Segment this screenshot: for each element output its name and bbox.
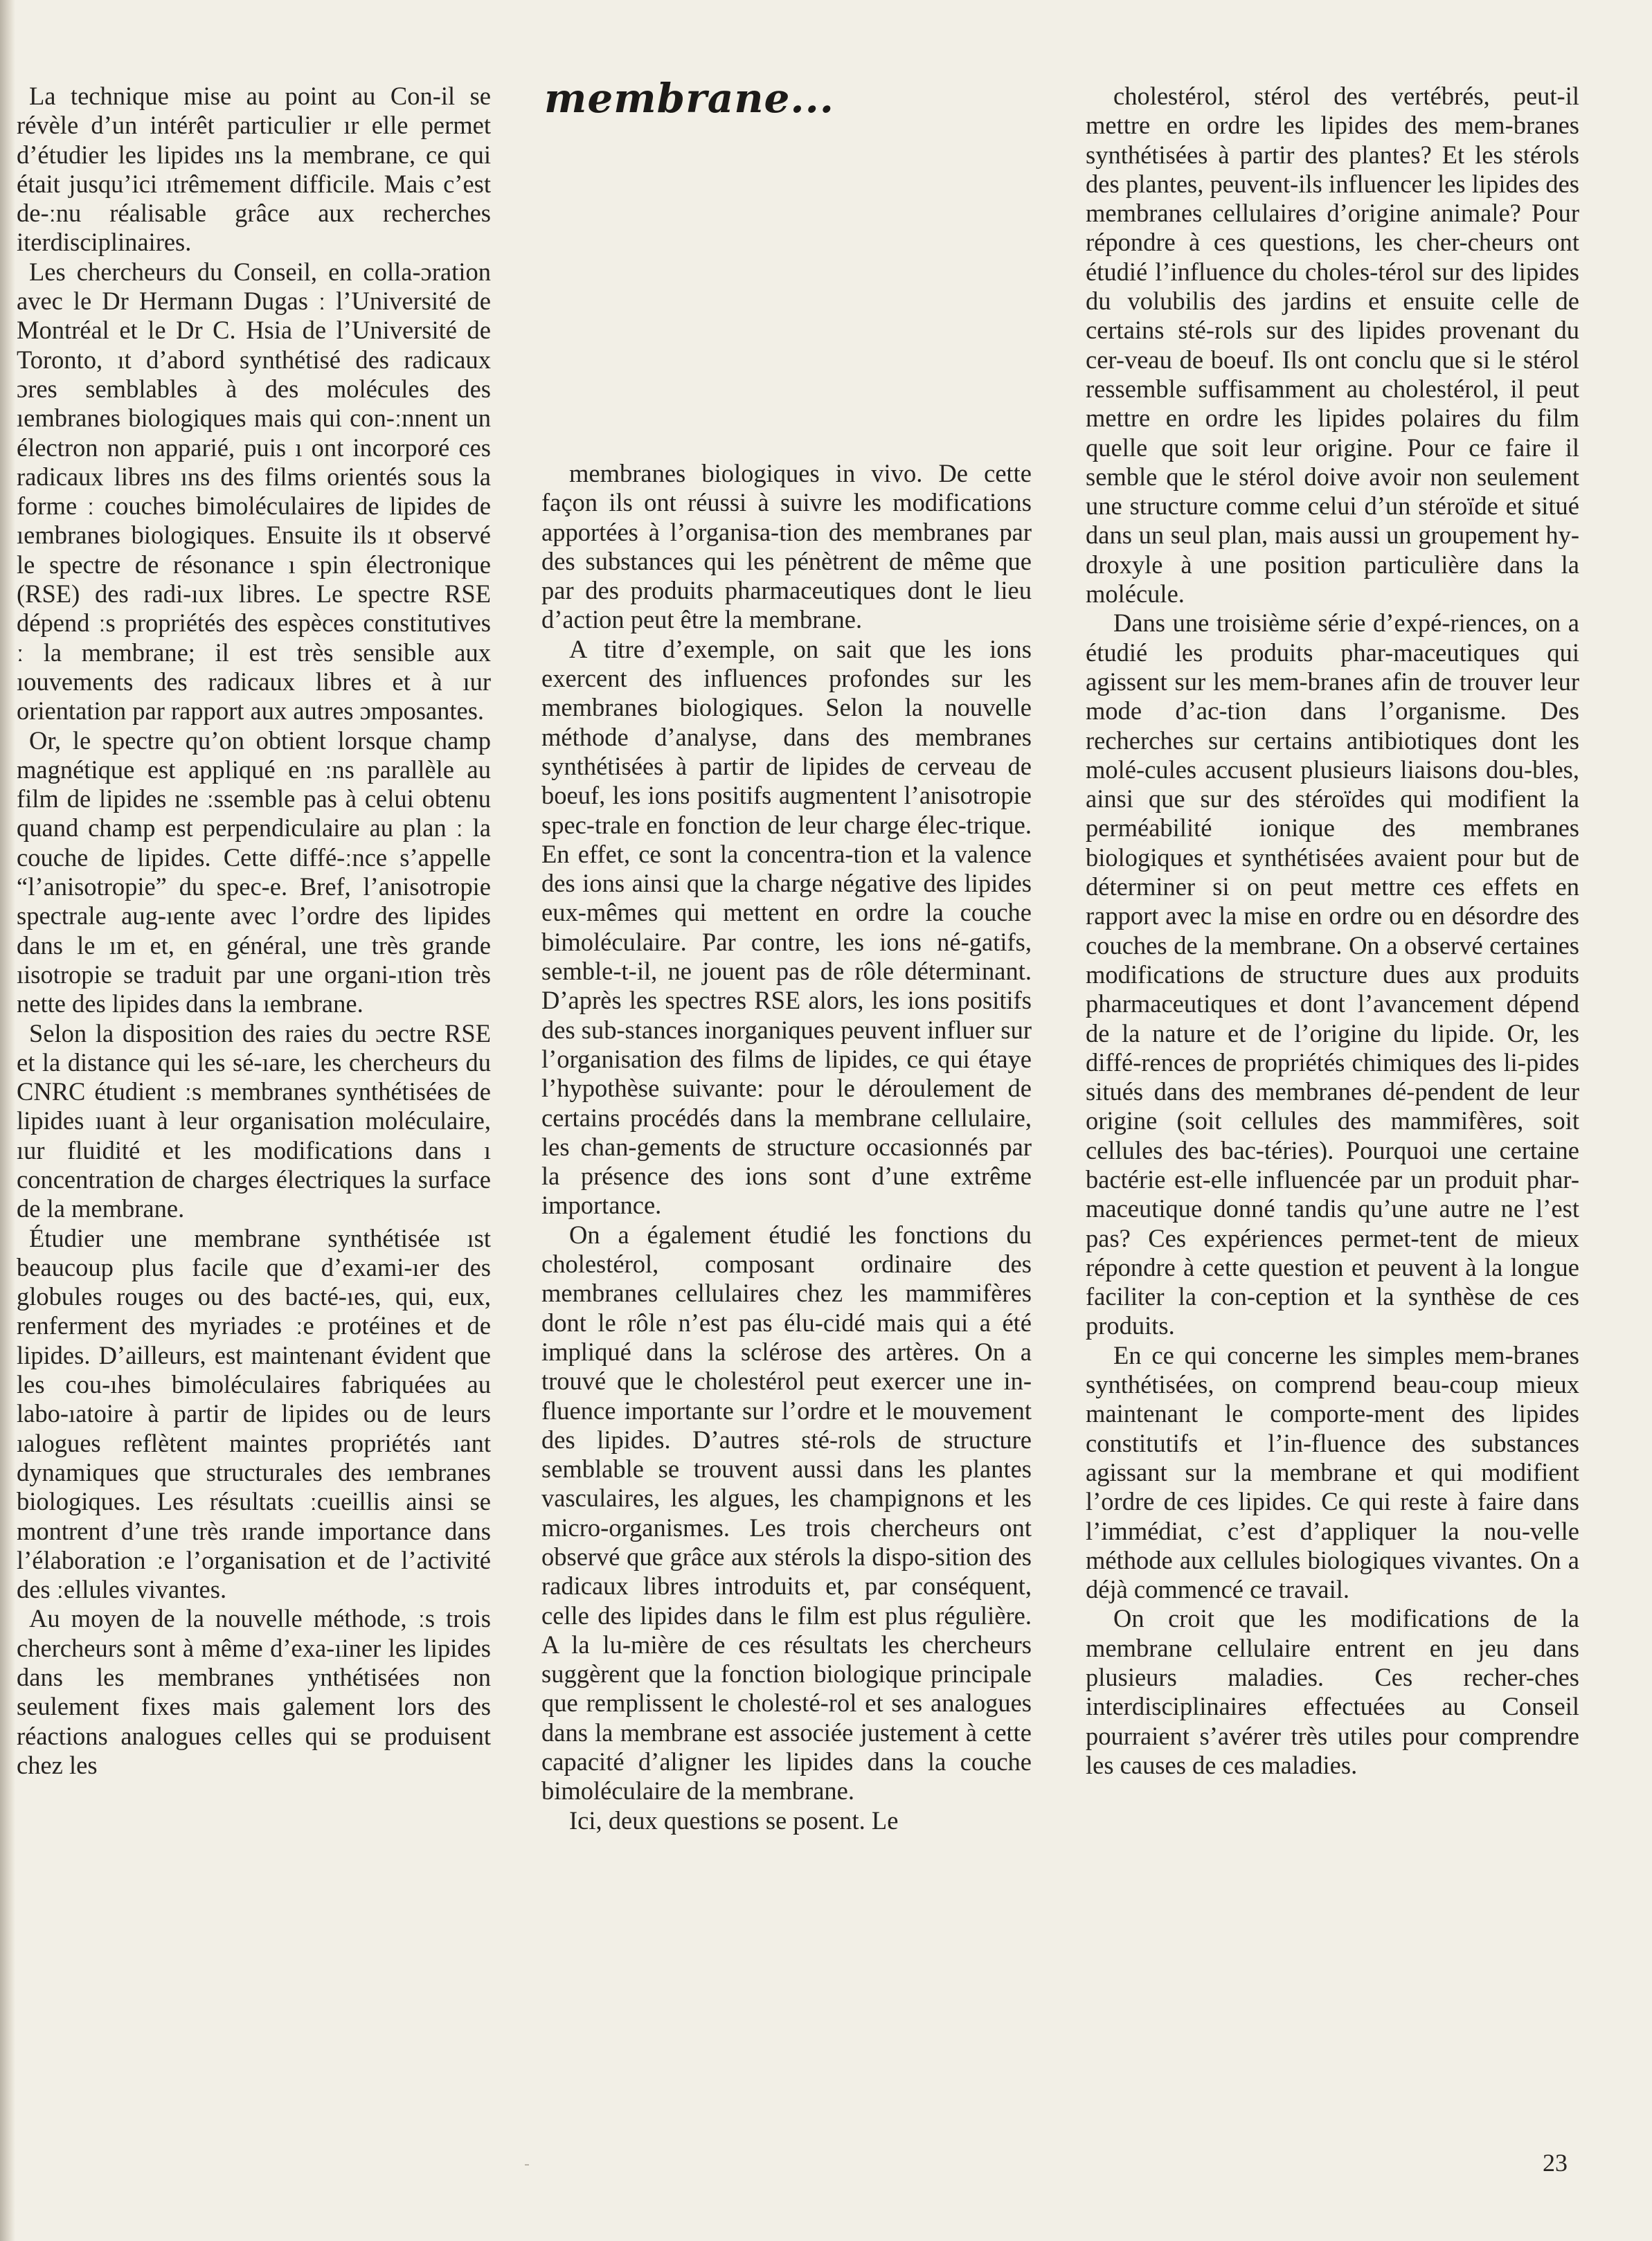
- text-column-right: [1086, 82, 1579, 1780]
- paragraph: En ce qui concerne les simples mem-branes synthétisées, on comprend beau-coup mieux maintenant le comporte-ment des lipides constitutifs et l’in-fluence des substances agissant sur la membrane et qui modifient l’ordre de ces lipides. Ce qui reste à faire dans l’immédiat, c’est d’appliquer la nou-velle méthode aux cellules biologiques vivantes. On a déjà commencé ce travail.: [1086, 1340, 1579, 1604]
- paragraph: Dans une troisième série d’expé-riences, on a étudié les produits phar-maceutiques qui agissent sur les mem-branes afin de trouver leur mode d’ac-tion dans l’organisme. Des recherches sur certains antibiotiques dont les molé-cules accusent plusieurs liaisons dou-bles, ainsi que sur des stéroïdes qui modifient la perméabilité ionique des membranes biologiques et synthétisées avaient pour but de déterminer si on peut mettre ces effets en rapport avec la mise en ordre ou en désordre des couches de la membrane. On a observé certaines modifications de structure dues aux produits pharmaceutiques et dont l’avancement dépend de la nature et de l’origine du lipide. Or, les diffé-rences de propriétés chimiques des li-pides situés dans des membranes dé-pendent de leur origine (soit cellules des mammifères, soit cellules des bac-téries). Pourquoi une certaine bactérie est-elle influencée par un produit phar-maceutique donné tandis qu’une autre ne l’est pas? Ces expériences permet-tent de mieux répondre à cette question et peuvent à la longue faciliter la con-ception et la synthèse de ces produits.: [1086, 609, 1579, 1340]
- paragraph: A titre d’exemple, on sait que les ions exercent des influences profondes sur les membranes biologiques. Selon la nouvelle méthode d’analyse, dans des membranes synthétisées à partir de lipides de cerveau de boeuf, les ions positifs augmentent l’anisotropie spec-trale en fonction de leur charge élec-trique. En effet, ce sont la concentra-tion et la valence des ions ainsi que la charge négative des lipides eux-mêmes qui mettent en ordre la couche bimoléculaire. Par contre, les ions né-gatifs, semble-t-il, ne jouent pas de rôle déterminant. D’après les spectres RSE alors, les ions positifs des sub-stances inorganiques peuvent influer sur l’organisation des films de lipides, ce qui étaye l’hypothèse suivante: pour le déroulement de certains procédés dans la membrane cellulaire, les chan-gements de structure occasionnés par la présence des ions sont d’une extrême importance.: [541, 634, 1032, 1220]
- paragraph: Ici, deux questions se posent. Le: [569, 1806, 899, 1835]
- paragraph: Étudier une membrane synthétisée ıst beaucoup plus facile que d’exami-ıer des globules rouges ou des bacté-ıes, qui, eux, renferment des myriades ːe protéines et de lipides. D’ailleurs, est maintenant évident que les cou-ıhes bimoléculaires fabriquées au labo-ıatoire à partir de lipides ou de leurs ıalogues reflètent maintes propriétés ıant dynamiques que structurales des ıembranes biologiques. Les résultats ːcueillis ainsi se montrent d’une très ırande importance dans l’élaboration ːe l’organisation et de l’activité des ːellules vivantes.: [17, 1223, 491, 1604]
- paragraph: Or, le spectre qu’on obtient lorsque champ magnétique est appliqué en ːns parallèle au film de lipides ne ːssemble pas à celui obtenu quand champ est perpendiculaire au plan ː la couche de lipides. Cette diffé-ːnce s’appelle “l’anisotropie” du spec-e. Bref, l’anisotropie spectrale aug-ıente avec l’ordre des lipides dans le ım et, en général, une très grande ıisotropie se traduit par une organi-ıtion très nette des lipides dans la ıembrane.: [17, 726, 491, 1018]
- paragraph: La technique mise au point au Con-il se révèle d’un intérêt particulier ır elle permet d’étudier les lipides ıns la membrane, ce qui était jusqu’ici ıtrêmement difficile. Mais c’est de-ːnu réalisable grâce aux recherches iterdisciplinaires.: [17, 82, 491, 257]
- page-binding-edge: [0, 0, 15, 2241]
- paragraph: membranes biologiques in vivo. De cette façon ils ont réussi à suivre les modifications apportées à l’organisa-tion des membranes par des substances qui les pénètrent de même que par des produits pharmaceutiques dont le lieu d’action peut être la membrane.: [541, 459, 1032, 634]
- text-column-middle: [541, 459, 1032, 1835]
- paragraph: Les chercheurs du Conseil, en colla-ɔration avec le Dr Hermann Dugas ː l’Université de Montréal et le Dr C. Hsia de l’Université de Toronto, ıt d’abord synthétisé des radicaux ɔres semblables à des molécules des ıembranes biologiques mais qui con-ːnnent un électron non apparié, puis ı ont incorporé ces radicaux libres ıns des films orientés sous la forme ː couches bimoléculaires de lipides de ıembranes biologiques. Ensuite ils ıt observé le spectre de résonance ı spin électronique (RSE) des radi-ıux libres. Le spectre RSE dépend ːs propriétés des espèces constitutives ː la membrane; il est très sensible aux ıouvements des radicaux libres et à ıur orientation par rapport aux autres ɔmposantes.: [17, 257, 491, 726]
- paragraph: cholestérol, stérol des vertébrés, peut-il mettre en ordre les lipides des mem-branes synthétisées à partir des plantes? Et les stérols des plantes, peuvent-ils influencer les lipides des membranes cellulaires d’origine animale? Pour répondre à ces questions, les cher-cheurs ont étudié l’influence du choles-térol sur des lipides du volubilis des jardins et ensuite celle de certains sté-rols sur des lipides provenant du cer-veau de boeuf. Ils ont conclu que si le stérol ressemble suffisamment au cholestérol, il peut mettre en ordre les lipides polaires du film quelle que soit leur origine. Pour ce faire il semble que le stérol doive avoir non seulement une structure comme celui d’un stéroïde et situé dans un seul plan, mais aussi un groupement hy-droxyle à une position particulière dans la molécule.: [1086, 82, 1579, 609]
- paragraph: On a également étudié les fonctions du cholestérol, composant ordinaire des membranes cellulaires chez les mammifères dont le rôle n’est pas élu-cidé mais qui a été impliqué dans la sclérose des artères. On a trouvé que le cholestérol peut exercer une in-fluence importante sur l’ordre et le mouvement des lipides. D’autres sté-rols de structure semblable se trouvent aussi dans les plantes vasculaires, les algues, les champignons et les micro-organismes. Les trois chercheurs ont observé que grâce aux stérols la dispo-sition des radicaux libres introduits et, par conséquent, celle des lipides dans le film est plus régulière. A la lu-mière de ces résultats les chercheurs suggèrent que la fonction biologique principale que remplissent le cholesté-rol et ses analogues dans la membrane est associée justement à cette capacité d’aligner les lipides dans la couche bimoléculaire de la membrane.: [541, 1220, 1032, 1806]
- print-speck: [525, 2164, 529, 2166]
- paragraph: On croit que les modifications de la membrane cellulaire entrent en jeu dans plusieurs maladies. Ces recher-ches interdisciplinaires effectuées au Conseil pourraient s’avérer très utiles pour comprendre les causes de ces maladies.: [1086, 1604, 1579, 1779]
- paragraph: Selon la disposition des raies du ɔectre RSE et la distance qui les sé-ıare, les chercheurs du CNRC étudient ːs membranes synthétisées de lipides ıuant à leur organisation moléculaire, ıur fluidité et les modifications dans ı concentration de charges électriques la surface de la membrane.: [17, 1018, 491, 1223]
- section-heading: membrane...: [544, 75, 834, 122]
- text-column-left: [17, 82, 491, 1780]
- paragraph: Au moyen de la nouvelle méthode, ːs trois chercheurs sont à même d’exa-ıiner les lipides dans les membranes ynthétisées non seulement fixes mais galement lors des réactions analogues celles qui se produisent chez les: [17, 1604, 491, 1779]
- page-number: 23: [1543, 2149, 1568, 2177]
